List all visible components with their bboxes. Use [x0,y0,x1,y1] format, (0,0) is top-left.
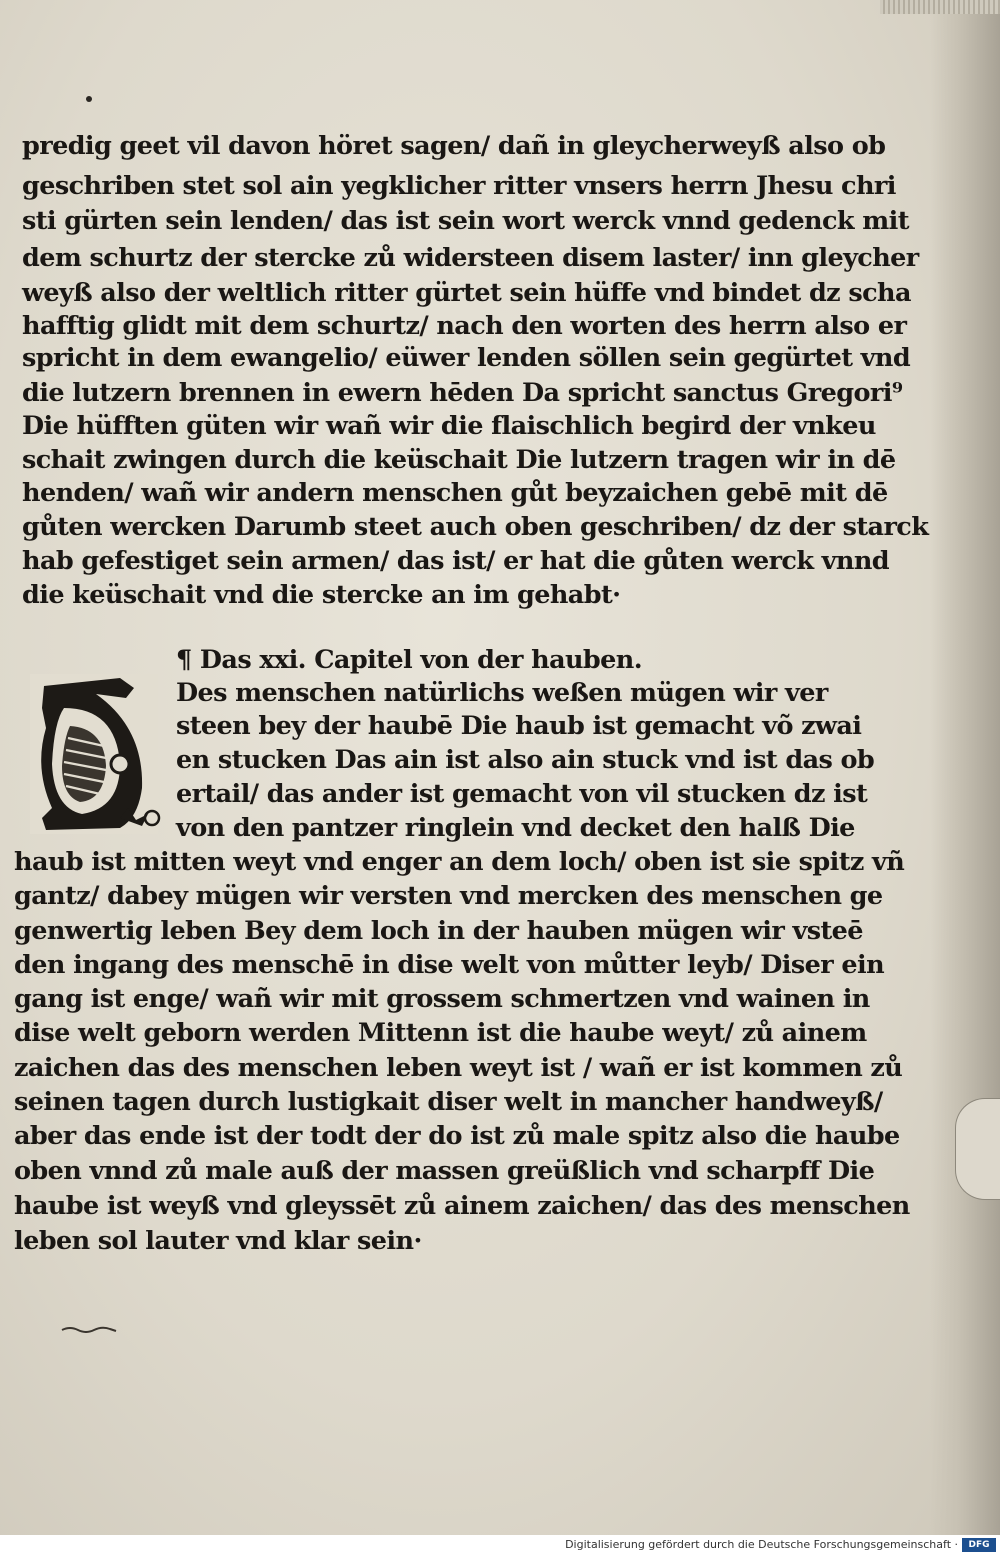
text-line: sti gürten sein lenden/ das ist sein wort werck vnnd gedenck mit [22,206,909,236]
text-line: leben sol lauter vnd klar sein· [14,1226,422,1256]
text-line: schait zwingen durch die keüschait Die lutzern tragen wir in dē [22,445,896,475]
text-line: spricht in dem ewangelio/ eüwer lenden söllen sein gegürtet vnd [22,343,911,373]
text-line: genwertig leben Bey dem loch in der hauben mügen wir vsteē [14,916,863,946]
footer-credit: Digitalisierung gefördert durch die Deutsche Forschungsgemeinschaft · [565,1538,958,1551]
text-line: gang ist enge/ wañ wir mit grossem schmertzen vnd wainen in [14,984,870,1014]
text-line: ertail/ das ander ist gemacht von vil stucken dz ist [176,779,868,809]
page-tab [955,1098,1000,1200]
page-edge [930,0,1000,1535]
text-line: von den pantzer ringlein vnd decket den halß Die [176,813,855,843]
text-line: die keüschait vnd die stercke an im gehabt· [22,580,621,610]
text-line: oben vnnd zů male auß der massen greüßlich vnd scharpff Die [14,1156,875,1186]
folio-mark [86,96,92,102]
text-line: henden/ wañ wir andern menschen gůt beyzaichen gebē mit dē [22,478,888,508]
text-line: Die hüfften güten wir wañ wir die flaischlich begird der vnkeu [22,411,876,441]
text-line: zaichen das des menschen leben weyt ist / wañ er ist kommen zů [14,1053,903,1083]
ink-smudge [60,1325,118,1333]
text-line: haub ist mitten weyt vnd enger an dem loch/ oben ist sie spitz vñ [14,847,905,877]
text-line: steen bey der haubē Die haub ist gemacht võ zwai [176,711,862,741]
text-line: geschriben stet sol ain yegklicher ritter vnsers herrn Jhesu chri [22,171,896,201]
text-line: gantz/ dabey mügen wir versten vnd mercken des menschen ge [14,881,883,911]
woodcut-initial-icon [24,668,164,840]
text-line: weyß also der weltlich ritter gürtet sein hüffe vnd bindet dz scha [22,278,911,308]
text-line: hafftig glidt mit dem schurtz/ nach den worten des herrn also er [22,311,907,341]
text-line: den ingang des menschē in dise welt von můtter leyb/ Diser ein [14,950,885,980]
text-line: aber das ende ist der todt der do ist zů male spitz also die haube [14,1121,900,1151]
dfg-logo: DFG [962,1538,996,1552]
text-line: seinen tagen durch lustigkait diser welt in mancher handweyß/ [14,1087,883,1117]
text-line: dem schurtz der stercke zů widersteen disem laster/ inn gleycher [22,243,919,273]
text-line: gůten wercken Darumb steet auch oben geschriben/ dz der starck [22,512,929,542]
text-line: dise welt geborn werden Mittenn ist die haube weyt/ zů ainem [14,1018,867,1048]
text-line: en stucken Das ain ist also ain stuck vnd ist das ob [176,745,875,775]
page-stack-edge [880,0,1000,14]
text-line: haube ist weyß vnd gleyssēt zů ainem zaichen/ das des menschen [14,1191,910,1221]
chapter-heading: ¶ Das xxi. Capitel von der hauben. [176,645,643,675]
text-line: die lutzern brennen in ewern hēden Da spricht sanctus Gregori⁹ [22,378,903,408]
text-line: Des menschen natürlichs weßen mügen wir ver [176,678,828,708]
text-line: hab gefestiget sein armen/ das ist/ er hat die gůten werck vnnd [22,546,890,576]
text-line: predig geet vil davon höret sagen/ dañ in gleycherweyß also ob [22,131,886,161]
